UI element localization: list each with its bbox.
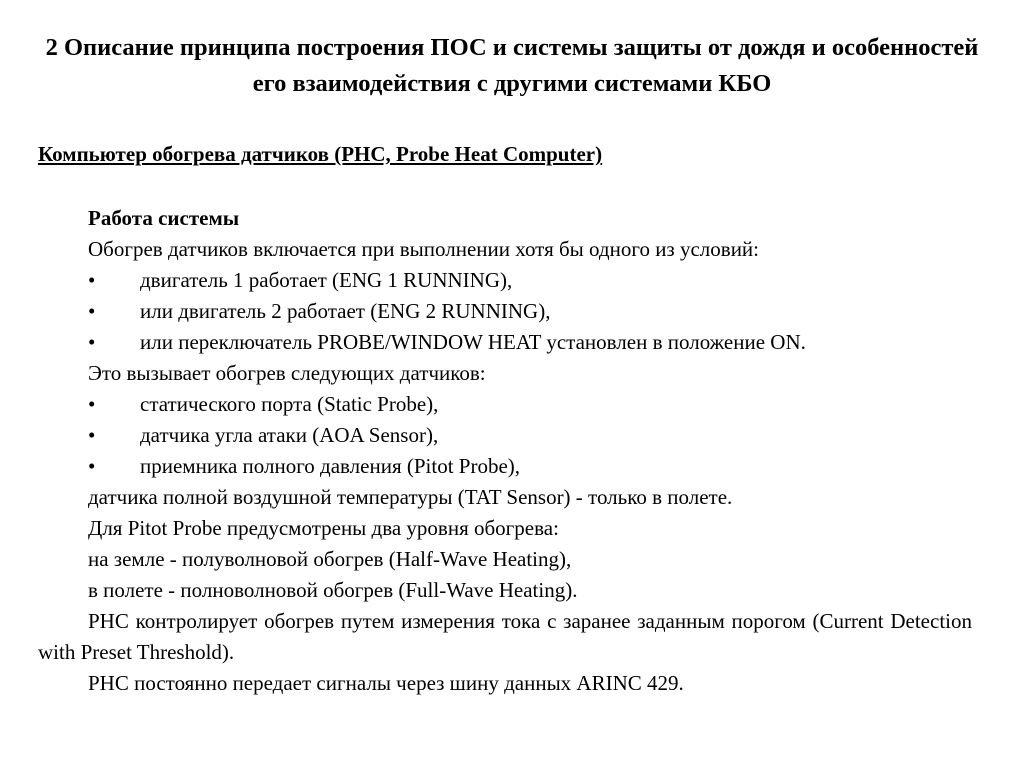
bullet-icon: • [88,392,96,416]
bullet-icon: • [88,268,96,292]
list-item [38,265,972,296]
paragraph: на земле - полуволновой обогрев (Half-Wave Heating), [88,547,572,571]
paragraph: в полете - полноволновой обогрев (Full-Wave Heating). [88,578,578,602]
paragraph: Это вызывает обогрев следующих датчиков: [88,361,486,385]
section-heading: Работа системы [88,206,240,230]
list-item [38,327,972,358]
bullet-icon: • [88,330,96,354]
bullet-icon: • [88,299,96,323]
paragraph: Для Pitot Probe предусмотрены два уровня обогрева: [88,516,559,540]
list-item [38,296,972,327]
list-item-text: статического порта (Static Probe), [140,392,439,416]
list-item-text: приемника полного давления (Pitot Probe), [140,454,521,478]
paragraph: Обогрев датчиков включается при выполнении хотя бы одного из условий: [88,237,760,261]
list-item [38,451,972,482]
document-body [38,203,972,699]
bullet-icon: • [88,454,96,478]
list-item [38,389,972,420]
list-item-text: или двигатель 2 работает (ENG 2 RUNNING), [140,299,551,323]
list-item [38,420,972,451]
list-item-text: датчика угла атаки (AOA Sensor), [140,423,439,447]
paragraph: PHC контролирует обогрев путем измерения тока с заранее заданным порогом (Current Detection with Preset Threshold). [38,609,972,664]
paragraph: датчика полной воздушной температуры (TAT Sensor) - только в полете. [88,485,733,509]
bullet-icon: • [88,423,96,447]
list-item-text: двигатель 1 работает (ENG 1 RUNNING), [140,268,513,292]
list-item-text: или переключатель PROBE/WINDOW HEAT установлен в положение ON. [140,330,806,354]
paragraph: PHC постоянно передает сигналы через шину данных ARINC 429. [88,671,684,695]
section-subtitle: Компьютер обогрева датчиков (PHC, Probe Heat Computer) [38,142,603,166]
page-title: 2 Описание принципа построения ПОС и системы защиты от дождя и особенностей его взаимодействия с другими системами КБО [45,34,979,97]
